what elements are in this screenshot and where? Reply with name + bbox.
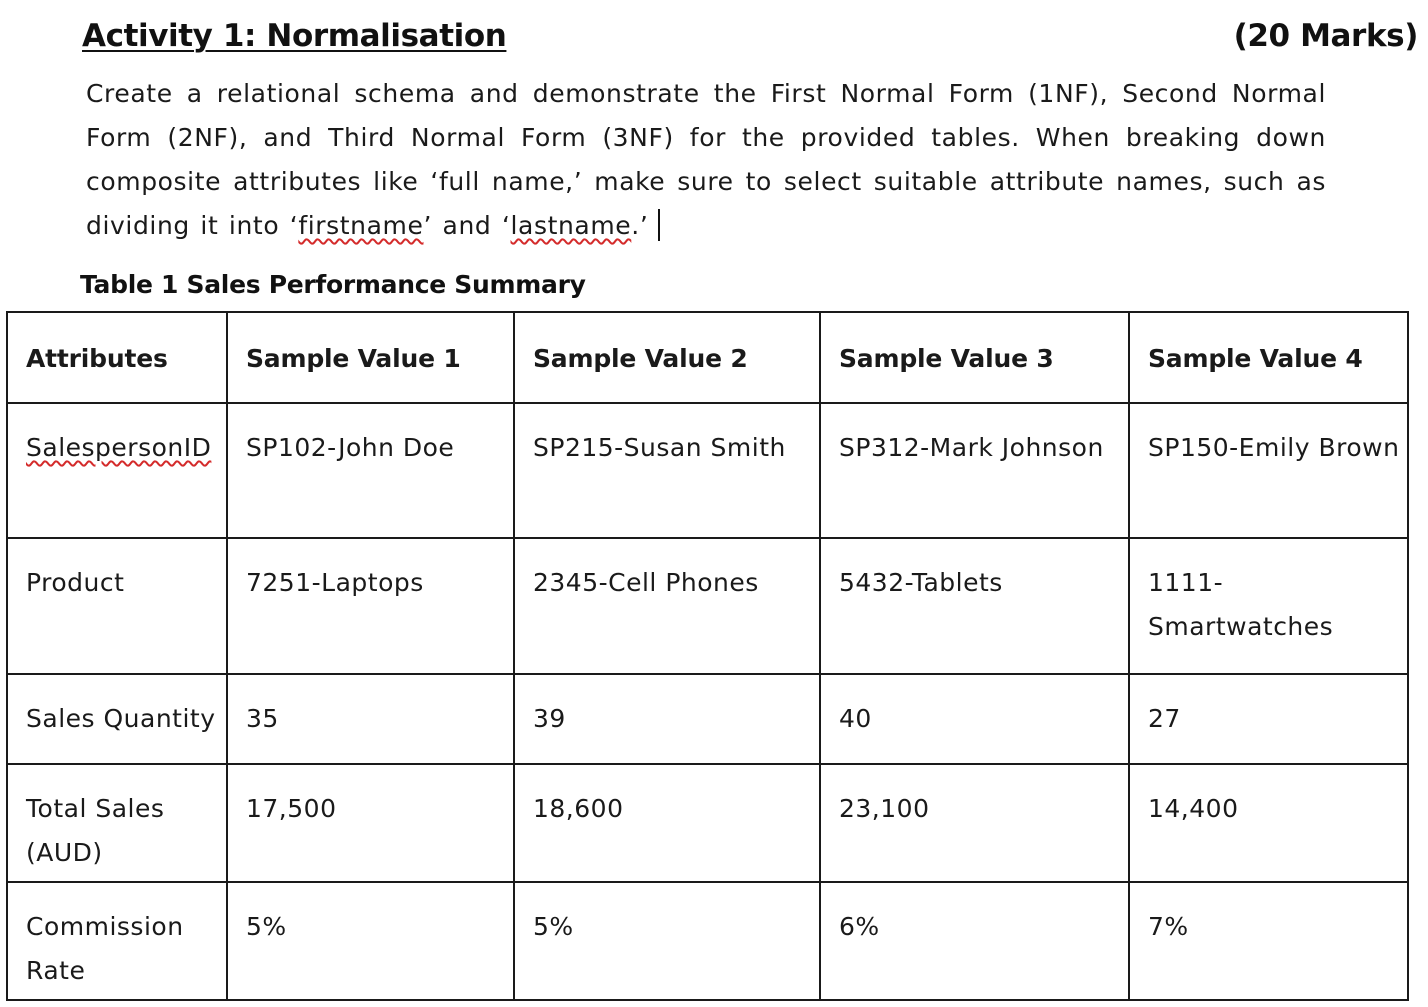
value-cell[interactable]: 14,400 bbox=[1129, 764, 1408, 882]
instructions-paragraph[interactable] bbox=[86, 72, 1326, 248]
value-cell[interactable]: SP215-Susan Smith bbox=[514, 403, 820, 538]
text-cursor bbox=[658, 209, 660, 241]
activity-title: Activity 1: Normalisation bbox=[82, 18, 507, 54]
table-caption: Table 1 Sales Performance Summary bbox=[80, 270, 586, 299]
activity-marks: (20 Marks) bbox=[1233, 18, 1418, 54]
value-cell[interactable]: 7251-Laptops bbox=[227, 538, 514, 674]
value-cell[interactable]: 5% bbox=[514, 882, 820, 1000]
attribute-cell[interactable] bbox=[7, 403, 227, 538]
header-sample-value-3[interactable]: Sample Value 3 bbox=[820, 312, 1129, 403]
value-cell[interactable]: 40 bbox=[820, 674, 1129, 764]
instructions-line-3: composite attributes like ‘full name,’ make sure to select suitable attribute names, such as bbox=[86, 167, 1326, 196]
value-cell[interactable]: SP312-Mark Johnson bbox=[820, 403, 1129, 538]
attribute-cell[interactable]: Product bbox=[7, 538, 227, 674]
table-row-total-sales bbox=[7, 764, 1408, 882]
value-cell[interactable]: 23,100 bbox=[820, 764, 1129, 882]
table-row-commission-rate bbox=[7, 882, 1408, 1000]
value-cell[interactable]: SP102-John Doe bbox=[227, 403, 514, 538]
value-cell[interactable]: SP150-Emily Brown bbox=[1129, 403, 1408, 538]
attribute-cell[interactable]: Sales Quantity bbox=[7, 674, 227, 764]
header-sample-value-1[interactable]: Sample Value 1 bbox=[227, 312, 514, 403]
table-row-product bbox=[7, 538, 1408, 674]
instructions-line-4 bbox=[86, 204, 1326, 248]
header-attributes[interactable]: Attributes bbox=[7, 312, 227, 403]
value-cell[interactable]: 6% bbox=[820, 882, 1129, 1000]
instructions-line-2: Form (2NF), and Third Normal Form (3NF) for the provided tables. When breaking down bbox=[86, 123, 1326, 152]
instructions-line-4-prefix: dividing it into ‘ bbox=[86, 211, 299, 240]
table-row-sales-quantity bbox=[7, 674, 1408, 764]
table-row-salespersonid bbox=[7, 403, 1408, 538]
value-cell[interactable]: 17,500 bbox=[227, 764, 514, 882]
instructions-line-4-mid: ’ and ‘ bbox=[423, 211, 511, 240]
attribute-cell[interactable]: Total Sales (AUD) bbox=[7, 764, 227, 882]
value-cell[interactable]: 27 bbox=[1129, 674, 1408, 764]
value-cell[interactable]: 35 bbox=[227, 674, 514, 764]
spellcheck-word-salespersonid[interactable]: SalespersonID bbox=[26, 433, 212, 462]
header-sample-value-2[interactable]: Sample Value 2 bbox=[514, 312, 820, 403]
spellcheck-word-lastname[interactable]: lastname bbox=[510, 211, 632, 240]
attribute-cell[interactable]: Commission Rate bbox=[7, 882, 227, 1000]
instructions-line-4-suffix: .’ bbox=[631, 211, 649, 240]
spellcheck-word-firstname[interactable]: firstname bbox=[298, 211, 424, 240]
value-cell[interactable]: 5% bbox=[227, 882, 514, 1000]
value-cell[interactable]: 1111-Smartwatches bbox=[1129, 538, 1408, 674]
value-cell[interactable]: 39 bbox=[514, 674, 820, 764]
value-cell[interactable]: 7% bbox=[1129, 882, 1408, 1000]
value-cell[interactable]: 2345-Cell Phones bbox=[514, 538, 820, 674]
table-header-row bbox=[7, 312, 1408, 403]
header-sample-value-4[interactable]: Sample Value 4 bbox=[1129, 312, 1408, 403]
sales-performance-table bbox=[6, 311, 1409, 1001]
instructions-line-1: Create a relational schema and demonstrate the First Normal Form (1NF), Second Normal bbox=[86, 79, 1326, 108]
value-cell[interactable]: 5432-Tablets bbox=[820, 538, 1129, 674]
value-cell[interactable]: 18,600 bbox=[514, 764, 820, 882]
